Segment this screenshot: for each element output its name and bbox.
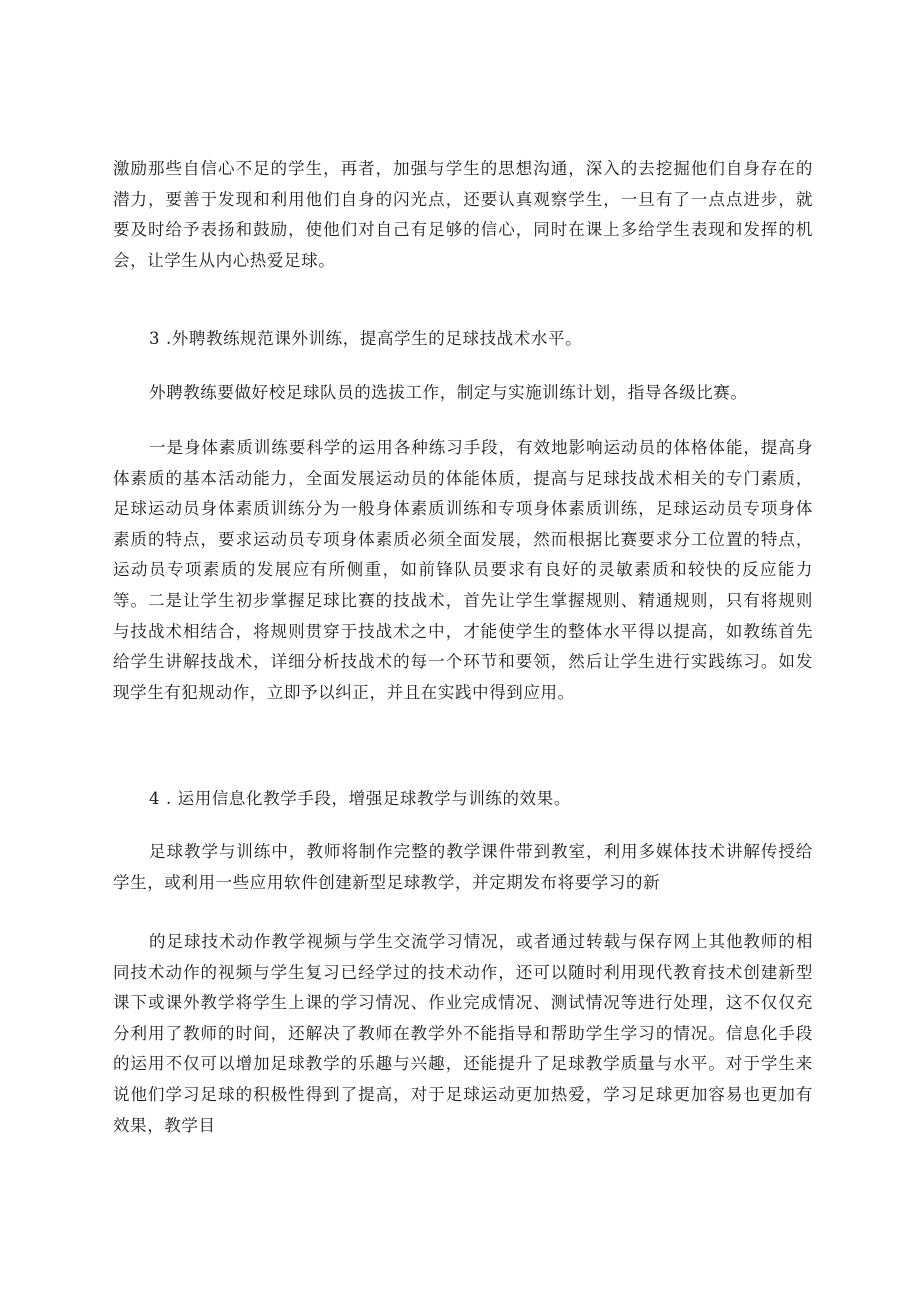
paragraph-multimedia-teaching: 足球教学与训练中，教师将制作完整的教学课件带到教室，利用多媒体技术讲解传授给学生，或利用一些应用软件创建新型足球教学，并定期发布将要学习的新 [113, 842, 813, 892]
paragraph-student-motivation: 激励那些自信心不足的学生，再者，加强与学生的思想沟通，深入的去挖掘他们自身存在的潜力，要善于发现和利用他们自身的闪光点，还要认真观察学生，一旦有了一点点进步，就要及时给予表扬和鼓励，使他们对自己有足够的信心，同时在课上多给学生表现和发挥的机会，让学生从内心热爱足球。 [113, 159, 813, 270]
paragraph-information-technology: 的足球技术动作教学视频与学生交流学习情况，或者通过转载与保存网上其他教师的相同技术动作的视频与学生复习已经学过的技术动作，还可以随时利用现代教育技术创建新型课下或课外教学将学生上课的学习情况、作业完成情况、测试情况等进行处理，这不仅仅充分利用了教师的时间，还解决了教师在教学外不能指导和帮助学生学习的情况。信息化手段的运用不仅可以增加足球教学的乐趣与兴趣，还能提升了足球教学质量与水平。对于学生来说他们学习足球的积极性得到了提高，对于足球运动更加热爱，学习足球更加容易也更加有效果，教学目 [113, 932, 813, 1135]
paragraph-physical-training: 一是身体素质训练要科学的运用各种练习手段，有效地影响运动员的体格体能，提高身体素质的基本活动能力，全面发展运动员的体能体质，提高与足球技战术相关的专门素质，足球运动员身体素质训练分为一般身体素质训练和专项身体素质训练，足球运动员专项身体素质的特点，要求运动员专项身体素质必须全面发展，然而根据比赛要求分工位置的特点，运动员专项素质的发展应有所侧重，如前锋队员要求有良好的灵敏素质和较快的反应能力等。二是让学生初步掌握足球比赛的技战术，首先让学生掌握规则、精通规则，只有将规则与技战术相结合，将规则贯穿于技战术之中，才能使学生的整体水平得以提高，如教练首先给学生讲解技战术，详细分析技战术的每一个环节和要领，然后让学生进行实践练习。如发现学生有犯规动作，立即予以纠正，并且在实践中得到应用。 [113, 438, 813, 702]
paragraph-coach-duties: 外聘教练要做好校足球队员的选拔工作，制定与实施训练计划，指导各级比赛。 [149, 383, 748, 402]
heading-section-4: 4 . 运用信息化教学手段，增强足球教学与训练的效果。 [149, 789, 571, 808]
heading-section-3: 3 .外聘教练规范课外训练，提高学生的足球技战术水平。 [149, 329, 583, 348]
